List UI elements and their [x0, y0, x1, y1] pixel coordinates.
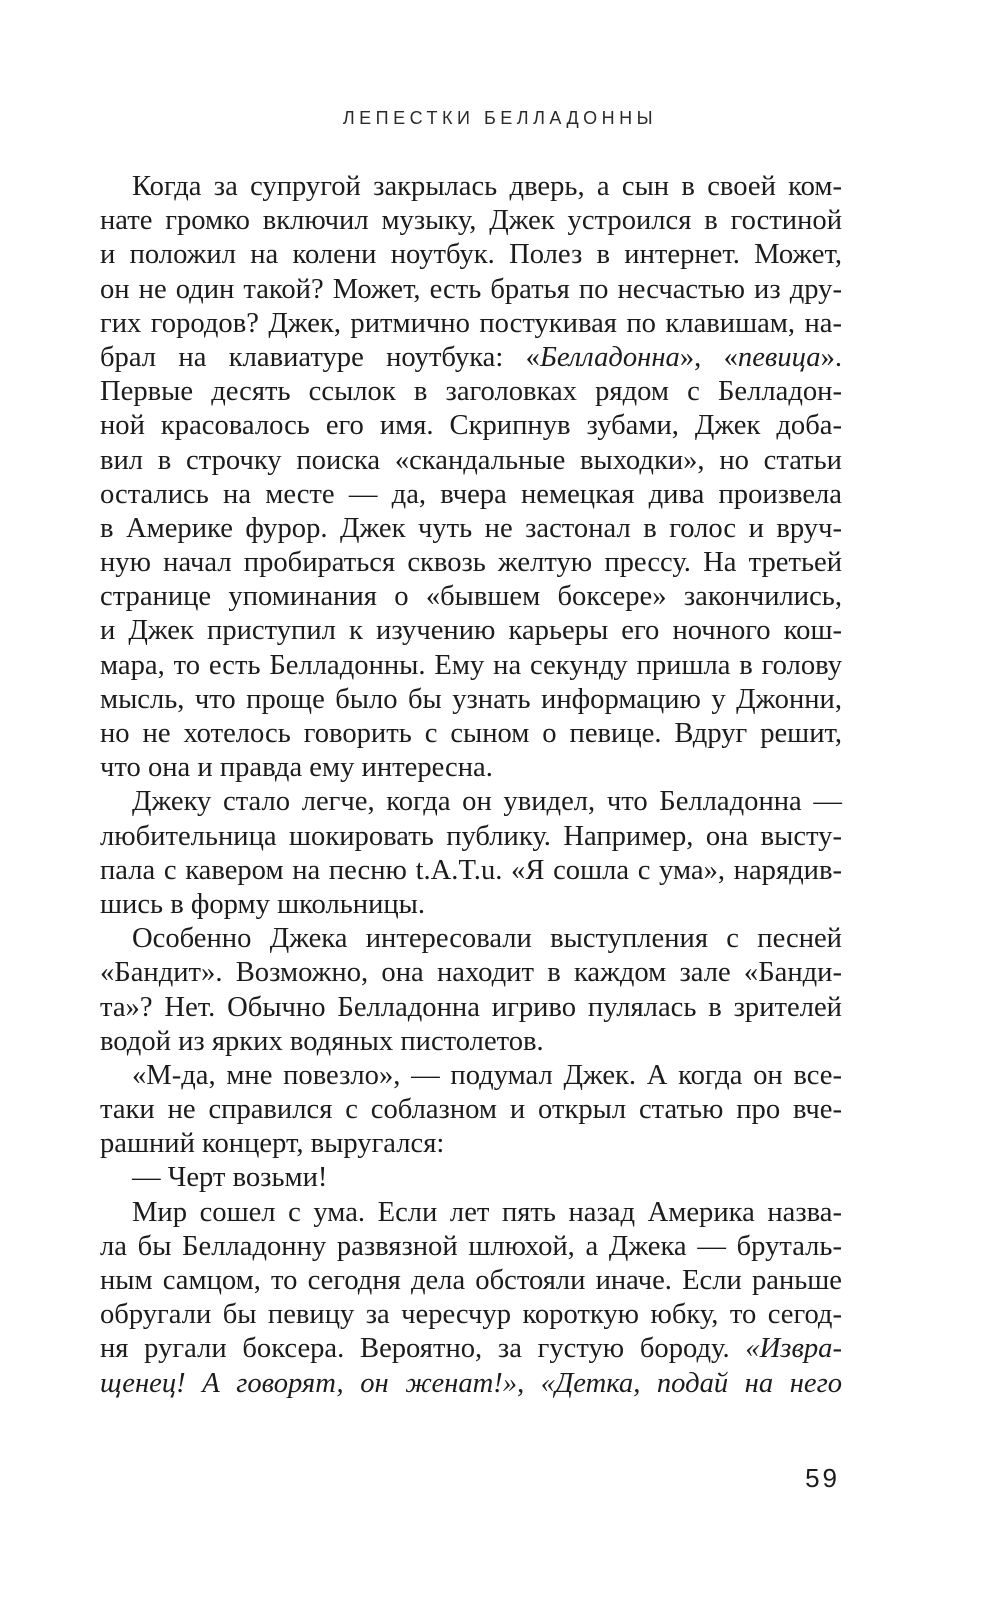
- text-line: остались на месте — да, вчера немецкая дива произвела: [100, 478, 842, 510]
- text-line: пала с кавером на песню t.A.T.u. «Я сошла с ума», нарядив-: [100, 854, 842, 886]
- text-line: щенец! А говорят, он женат!», «Детка, подай на него: [100, 1367, 843, 1399]
- text-line: ным самцом, то сегодня дела обстояли иначе. Если раньше: [100, 1265, 842, 1296]
- text-line: Особенно Джека интересовали выступления с песней: [132, 923, 842, 955]
- text-line: ной красовалось его имя. Скрипнув зубами, Джек доба-: [100, 410, 842, 442]
- body-text: [100, 170, 842, 1401]
- text-line: но не хотелось говорить с сыном о певице. Вдруг решит,: [100, 718, 842, 749]
- dialogue-line: — Черт возьми!: [132, 1162, 328, 1194]
- text-line: шись в форму школьницы.: [100, 888, 426, 920]
- text-line: Когда за супругой закрылась дверь, а сын в своей ком-: [132, 171, 842, 202]
- text-line: вил в строчку поиска «скандальные выходки», но статьи: [100, 444, 842, 476]
- text-line: он не один такой? Может, есть братья по несчастью из дру-: [100, 273, 842, 305]
- text-line: и положил на колени ноутбук. Полез в интернет. Может,: [100, 239, 842, 271]
- text-line: ную начал пробираться сквозь желтую прессу. На третьей: [100, 547, 842, 579]
- text-line: та»? Нет. Обычно Белладонна игриво пулялась в зрителей: [100, 991, 842, 1023]
- text-line: мара, то есть Белладонны. Ему на секунду пришла в голову: [100, 649, 842, 681]
- text-line: таки не справился с соблазном и открыл статью про вче-: [100, 1094, 842, 1126]
- text-line: любительница шокировать публику. Например, она высту-: [100, 820, 842, 852]
- text-line: нате громко включил музыку, Джек устроился в гостиной: [100, 205, 842, 237]
- text-line: Первые десять ссылок в заголовках рядом с Белладон-: [100, 376, 842, 408]
- page-number: 59: [805, 1463, 840, 1493]
- text-line: обругали бы певицу за чересчур короткую юбку, то сегод-: [100, 1299, 842, 1331]
- text-line: ня ругали боксера. Вероятно, за густую бороду. «Извра-: [100, 1333, 842, 1365]
- text-line: Мир сошел с ума. Если лет пять назад Америка назва-: [132, 1196, 842, 1228]
- text-line: «М-да, мне повезло», — подумал Джек. А когда он все-: [132, 1059, 842, 1091]
- text-line: ла бы Белладонну развязной шлюхой, а Джека — бруталь-: [100, 1230, 842, 1262]
- text-line: гих городов? Джек, ритмично постукивая по клавишам, на-: [100, 307, 842, 339]
- running-head: ЛЕПЕСТКИ БЕЛЛАДОННЫ: [342, 108, 658, 128]
- text-line: рашний концерт, выругался:: [100, 1128, 445, 1160]
- text-line: мысль, что проще было бы узнать информацию у Джонни,: [100, 683, 842, 715]
- text-line: «Бандит». Возможно, она находит в каждом зале «Банди-: [100, 957, 842, 989]
- text-line: водой из ярких водяных пистолетов.: [100, 1025, 544, 1057]
- text-line: странице упоминания о «бывшем боксере» закончились,: [100, 581, 842, 613]
- text-line: Джеку стало легче, когда он увидел, что Белладонна —: [132, 786, 842, 818]
- text-line: в Америке фурор. Джек чуть не застонал в голос и вруч-: [100, 512, 842, 544]
- text-line: брал на клавиатуре ноутбука: «Белладонна», «певица».: [100, 341, 843, 373]
- text-line: и Джек приступил к изучению карьеры его ночного кош-: [100, 615, 842, 647]
- text-line: что она и правда ему интересна.: [100, 752, 493, 784]
